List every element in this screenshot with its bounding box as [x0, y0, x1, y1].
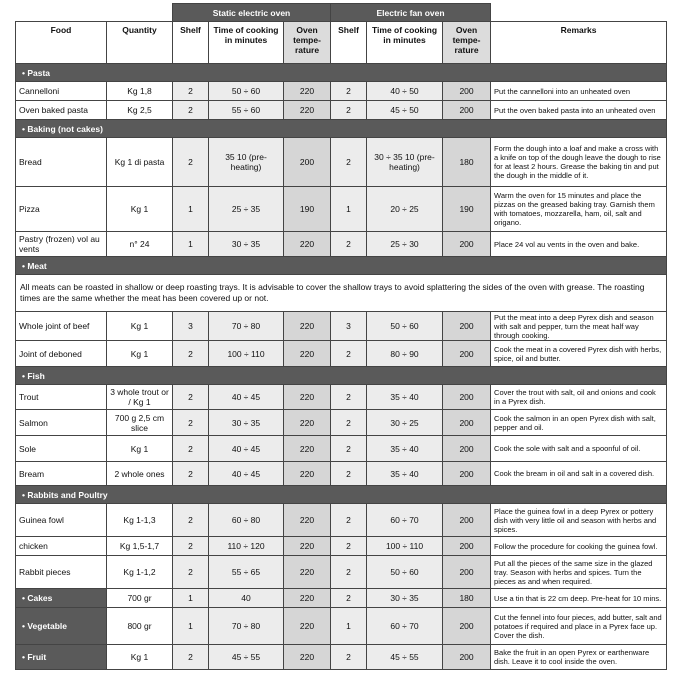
food-col-header: Food: [16, 22, 107, 64]
fan-shelf-cell: 2: [331, 589, 367, 608]
static-time-cell: 100 ÷ 110: [209, 341, 284, 367]
fan-time-cell: 45 ÷ 50: [367, 101, 443, 120]
remarks-cell: Follow the procedure for cooking the guinea fowl.: [491, 537, 667, 556]
remarks-cell: Place the guinea fowl in a deep Pyrex or pottery dish with very little oil and season with herbs and spices.: [491, 504, 667, 537]
food-cell: Bream: [16, 462, 107, 486]
static-shelf-cell: 3: [173, 312, 209, 341]
table-row: [16, 436, 667, 462]
static-shelf-cell: 2: [173, 504, 209, 537]
static-temp-cell: 190: [284, 187, 331, 232]
quantity-cell: n° 24: [107, 232, 173, 257]
table-row: [16, 101, 667, 120]
static-temp-cell: 220: [284, 504, 331, 537]
quantity-cell: Kg 1,8: [107, 82, 173, 101]
food-cell: Guinea fowl: [16, 504, 107, 537]
fan-temp-cell: 200: [443, 232, 491, 257]
static-time-cell: 45 ÷ 55: [209, 645, 284, 670]
static-temp-cell: 200: [284, 138, 331, 187]
fan-shelf-cell: 2: [331, 645, 367, 670]
static-temp-col-header: Oven tempe-rature: [284, 22, 331, 64]
static-oven-header: Static electric oven: [173, 4, 331, 22]
static-shelf-cell: 1: [173, 608, 209, 645]
fan-temp-cell: 200: [443, 436, 491, 462]
fan-shelf-cell: 2: [331, 101, 367, 120]
static-temp-cell: 220: [284, 608, 331, 645]
table-row: [16, 341, 667, 367]
fan-time-cell: 35 ÷ 40: [367, 385, 443, 410]
fan-time-cell: 50 ÷ 60: [367, 556, 443, 589]
table-row: [16, 589, 667, 608]
fan-temp-cell: 200: [443, 504, 491, 537]
fan-shelf-cell: 2: [331, 504, 367, 537]
static-time-cell: 40 ÷ 45: [209, 462, 284, 486]
fan-shelf-cell: 1: [331, 187, 367, 232]
static-shelf-cell: 2: [173, 556, 209, 589]
static-shelf-cell: 1: [173, 187, 209, 232]
static-temp-cell: 220: [284, 436, 331, 462]
food-cell: Pizza: [16, 187, 107, 232]
quantity-cell: 2 whole ones: [107, 462, 173, 486]
static-time-col-header: Time of cooking in minutes: [209, 22, 284, 64]
fan-shelf-cell: 2: [331, 537, 367, 556]
food-cell: chicken: [16, 537, 107, 556]
fan-shelf-cell: 2: [331, 341, 367, 367]
static-temp-cell: 220: [284, 312, 331, 341]
quantity-cell: 700 g 2,5 cm slice: [107, 410, 173, 436]
table-body: [16, 64, 667, 670]
food-cell: • Cakes: [16, 589, 107, 608]
fan-temp-cell: 200: [443, 462, 491, 486]
static-time-cell: 40: [209, 589, 284, 608]
quantity-cell: Kg 1: [107, 341, 173, 367]
fan-time-cell: 30 ÷ 35: [367, 589, 443, 608]
fan-time-cell: 40 ÷ 50: [367, 82, 443, 101]
remarks-cell: Cook the bream in oil and salt in a covered dish.: [491, 462, 667, 486]
food-cell: Trout: [16, 385, 107, 410]
remarks-cell: Warm the oven for 15 minutes and place the pizzas on the greased baking tray. Garnish them with tomatoes, mozzarella, ham, oil, salt and origano.: [491, 187, 667, 232]
fan-temp-cell: 200: [443, 537, 491, 556]
remarks-cell: Cover the trout with salt, oil and onions and cook in a Pyrex dish.: [491, 385, 667, 410]
fan-shelf-cell: 2: [331, 232, 367, 257]
section-row-meat: [16, 257, 667, 275]
static-shelf-cell: 2: [173, 436, 209, 462]
fan-time-cell: 30 ÷ 25: [367, 410, 443, 436]
static-time-cell: 110 ÷ 120: [209, 537, 284, 556]
fan-time-cell: 60 ÷ 70: [367, 608, 443, 645]
fan-temp-cell: 200: [443, 312, 491, 341]
remarks-cell: Place 24 vol au vents in the oven and bake.: [491, 232, 667, 257]
fan-shelf-cell: 2: [331, 462, 367, 486]
section-row-fish: [16, 367, 667, 385]
quantity-cell: Kg 1: [107, 645, 173, 670]
remarks-cell: Form the dough into a loaf and make a cross with a knife on top of the dough leave the dough to rise for at least 2 hours. Grease the baking tin and put the dough in the middle of it.: [491, 138, 667, 187]
quantity-cell: 800 gr: [107, 608, 173, 645]
table-row: [16, 608, 667, 645]
static-time-cell: 30 ÷ 35: [209, 410, 284, 436]
static-temp-cell: 220: [284, 462, 331, 486]
fan-shelf-cell: 2: [331, 385, 367, 410]
fan-time-cell: 50 ÷ 60: [367, 312, 443, 341]
section-row-pasta: [16, 64, 667, 82]
section-title: • Baking (not cakes): [16, 120, 667, 138]
fan-time-cell: 80 ÷ 90: [367, 341, 443, 367]
remarks-cell: Cook the salmon in an open Pyrex dish with salt, pepper and oil.: [491, 410, 667, 436]
static-shelf-cell: 1: [173, 232, 209, 257]
static-shelf-cell: 2: [173, 101, 209, 120]
quantity-cell: Kg 2,5: [107, 101, 173, 120]
cooking-table: [15, 3, 667, 670]
static-time-cell: 70 ÷ 80: [209, 608, 284, 645]
quantity-cell: 700 gr: [107, 589, 173, 608]
food-cell: Sole: [16, 436, 107, 462]
static-temp-cell: 220: [284, 645, 331, 670]
static-time-cell: 40 ÷ 45: [209, 436, 284, 462]
section-title: • Pasta: [16, 64, 667, 82]
fan-time-cell: 30 ÷ 35 10 (pre-heating): [367, 138, 443, 187]
remarks-cell: Use a tin that is 22 cm deep. Pre-heat for 10 mins.: [491, 589, 667, 608]
static-shelf-cell: 2: [173, 410, 209, 436]
fan-temp-cell: 200: [443, 556, 491, 589]
table-row: [16, 385, 667, 410]
fan-temp-cell: 200: [443, 341, 491, 367]
fan-time-cell: 100 ÷ 110: [367, 537, 443, 556]
table-row: [16, 187, 667, 232]
remarks-col-header: Remarks: [491, 22, 667, 64]
table-row: [16, 504, 667, 537]
section-row-rabbits: [16, 486, 667, 504]
fan-time-cell: 25 ÷ 30: [367, 232, 443, 257]
remarks-cell: Bake the fruit in an open Pyrex or earthenware dish. Leave it to cool inside the oven.: [491, 645, 667, 670]
meat-note-row: [16, 275, 667, 312]
table-row: [16, 138, 667, 187]
static-temp-cell: 220: [284, 410, 331, 436]
static-time-cell: 55 ÷ 60: [209, 101, 284, 120]
quantity-cell: Kg 1: [107, 436, 173, 462]
remarks-cell: Cook the meat in a covered Pyrex dish with herbs, spice, oil and butter.: [491, 341, 667, 367]
static-time-cell: 55 ÷ 65: [209, 556, 284, 589]
static-shelf-cell: 2: [173, 385, 209, 410]
food-cell: Salmon: [16, 410, 107, 436]
fan-temp-cell: 200: [443, 82, 491, 101]
static-shelf-col-header: Shelf: [173, 22, 209, 64]
food-cell: Rabbit pieces: [16, 556, 107, 589]
meat-note: All meats can be roasted in shallow or deep roasting trays. It is advisable to cover the shallow trays to avoid splattering the sides of the oven with grease. The roasting times are the same whether the meat has been covered up or not.: [16, 275, 667, 312]
static-temp-cell: 220: [284, 556, 331, 589]
section-title: • Rabbits and Poultry: [16, 486, 667, 504]
static-temp-cell: 220: [284, 537, 331, 556]
fan-shelf-cell: 2: [331, 556, 367, 589]
remarks-cell: Put the oven baked pasta into an unheated oven: [491, 101, 667, 120]
fan-shelf-cell: 2: [331, 410, 367, 436]
static-shelf-cell: 2: [173, 462, 209, 486]
food-cell: • Vegetable: [16, 608, 107, 645]
quantity-cell: Kg 1: [107, 312, 173, 341]
static-temp-cell: 220: [284, 385, 331, 410]
static-shelf-cell: 2: [173, 537, 209, 556]
fan-shelf-cell: 2: [331, 436, 367, 462]
static-time-cell: 60 ÷ 80: [209, 504, 284, 537]
static-time-cell: 30 ÷ 35: [209, 232, 284, 257]
static-time-cell: 35 10 (pre-heating): [209, 138, 284, 187]
table-row: [16, 410, 667, 436]
fan-shelf-cell: 2: [331, 138, 367, 187]
table-row: [16, 645, 667, 670]
quantity-cell: Kg 1 di pasta: [107, 138, 173, 187]
header-spacer-right: [491, 4, 667, 22]
food-cell: Cannelloni: [16, 82, 107, 101]
fan-time-cell: 20 ÷ 25: [367, 187, 443, 232]
section-row-baking: [16, 120, 667, 138]
fan-temp-cell: 200: [443, 645, 491, 670]
quantity-cell: Kg 1-1,3: [107, 504, 173, 537]
table-row: [16, 232, 667, 257]
quantity-cell: Kg 1,5-1,7: [107, 537, 173, 556]
static-time-cell: 25 ÷ 35: [209, 187, 284, 232]
fan-temp-col-header: Oven tempe-rature: [443, 22, 491, 64]
table-row: [16, 537, 667, 556]
fan-shelf-cell: 3: [331, 312, 367, 341]
static-temp-cell: 220: [284, 341, 331, 367]
quantity-cell: 3 whole trout or / Kg 1: [107, 385, 173, 410]
food-cell: Whole joint of beef: [16, 312, 107, 341]
remarks-cell: Cook the sole with salt and a spoonful of oil.: [491, 436, 667, 462]
static-temp-cell: 220: [284, 101, 331, 120]
fan-temp-cell: 200: [443, 410, 491, 436]
food-cell: Bread: [16, 138, 107, 187]
fan-shelf-col-header: Shelf: [331, 22, 367, 64]
table-row: [16, 462, 667, 486]
fan-temp-cell: 200: [443, 385, 491, 410]
fan-oven-header: Electric fan oven: [331, 4, 491, 22]
static-shelf-cell: 2: [173, 341, 209, 367]
fan-shelf-cell: 1: [331, 608, 367, 645]
section-title: • Fish: [16, 367, 667, 385]
fan-time-cell: 35 ÷ 40: [367, 436, 443, 462]
fan-time-col-header: Time of cooking in minutes: [367, 22, 443, 64]
food-cell: Pastry (frozen) vol au vents: [16, 232, 107, 257]
fan-time-cell: 45 ÷ 55: [367, 645, 443, 670]
static-shelf-cell: 2: [173, 645, 209, 670]
static-time-cell: 50 ÷ 60: [209, 82, 284, 101]
table-row: [16, 312, 667, 341]
remarks-cell: Put all the pieces of the same size in the glazed tray. Season with herbs and spices. Turn the pieces as and when required.: [491, 556, 667, 589]
fan-time-cell: 35 ÷ 40: [367, 462, 443, 486]
static-shelf-cell: 2: [173, 138, 209, 187]
food-cell: Oven baked pasta: [16, 101, 107, 120]
remarks-cell: Cut the fennel into four pieces, add butter, salt and potatoes if required and place in a Pyrex face up. Cover the dish.: [491, 608, 667, 645]
static-time-cell: 70 ÷ 80: [209, 312, 284, 341]
static-shelf-cell: 2: [173, 82, 209, 101]
header-spacer: [16, 4, 173, 22]
table-row: [16, 556, 667, 589]
remarks-cell: Put the meat into a deep Pyrex dish and season with salt and pepper, turn the meat half way through cooking.: [491, 312, 667, 341]
static-temp-cell: 220: [284, 589, 331, 608]
fan-temp-cell: 200: [443, 608, 491, 645]
food-cell: Joint of deboned: [16, 341, 107, 367]
quantity-col-header: Quantity: [107, 22, 173, 64]
static-temp-cell: 220: [284, 232, 331, 257]
section-title: • Meat: [16, 257, 667, 275]
fan-temp-cell: 180: [443, 589, 491, 608]
static-temp-cell: 220: [284, 82, 331, 101]
fan-temp-cell: 180: [443, 138, 491, 187]
fan-shelf-cell: 2: [331, 82, 367, 101]
fan-temp-cell: 190: [443, 187, 491, 232]
fan-time-cell: 60 ÷ 70: [367, 504, 443, 537]
static-time-cell: 40 ÷ 45: [209, 385, 284, 410]
food-cell: • Fruit: [16, 645, 107, 670]
remarks-cell: Put the cannelloni into an unheated oven: [491, 82, 667, 101]
static-shelf-cell: 1: [173, 589, 209, 608]
fan-temp-cell: 200: [443, 101, 491, 120]
quantity-cell: Kg 1: [107, 187, 173, 232]
table-row: [16, 82, 667, 101]
quantity-cell: Kg 1-1,2: [107, 556, 173, 589]
